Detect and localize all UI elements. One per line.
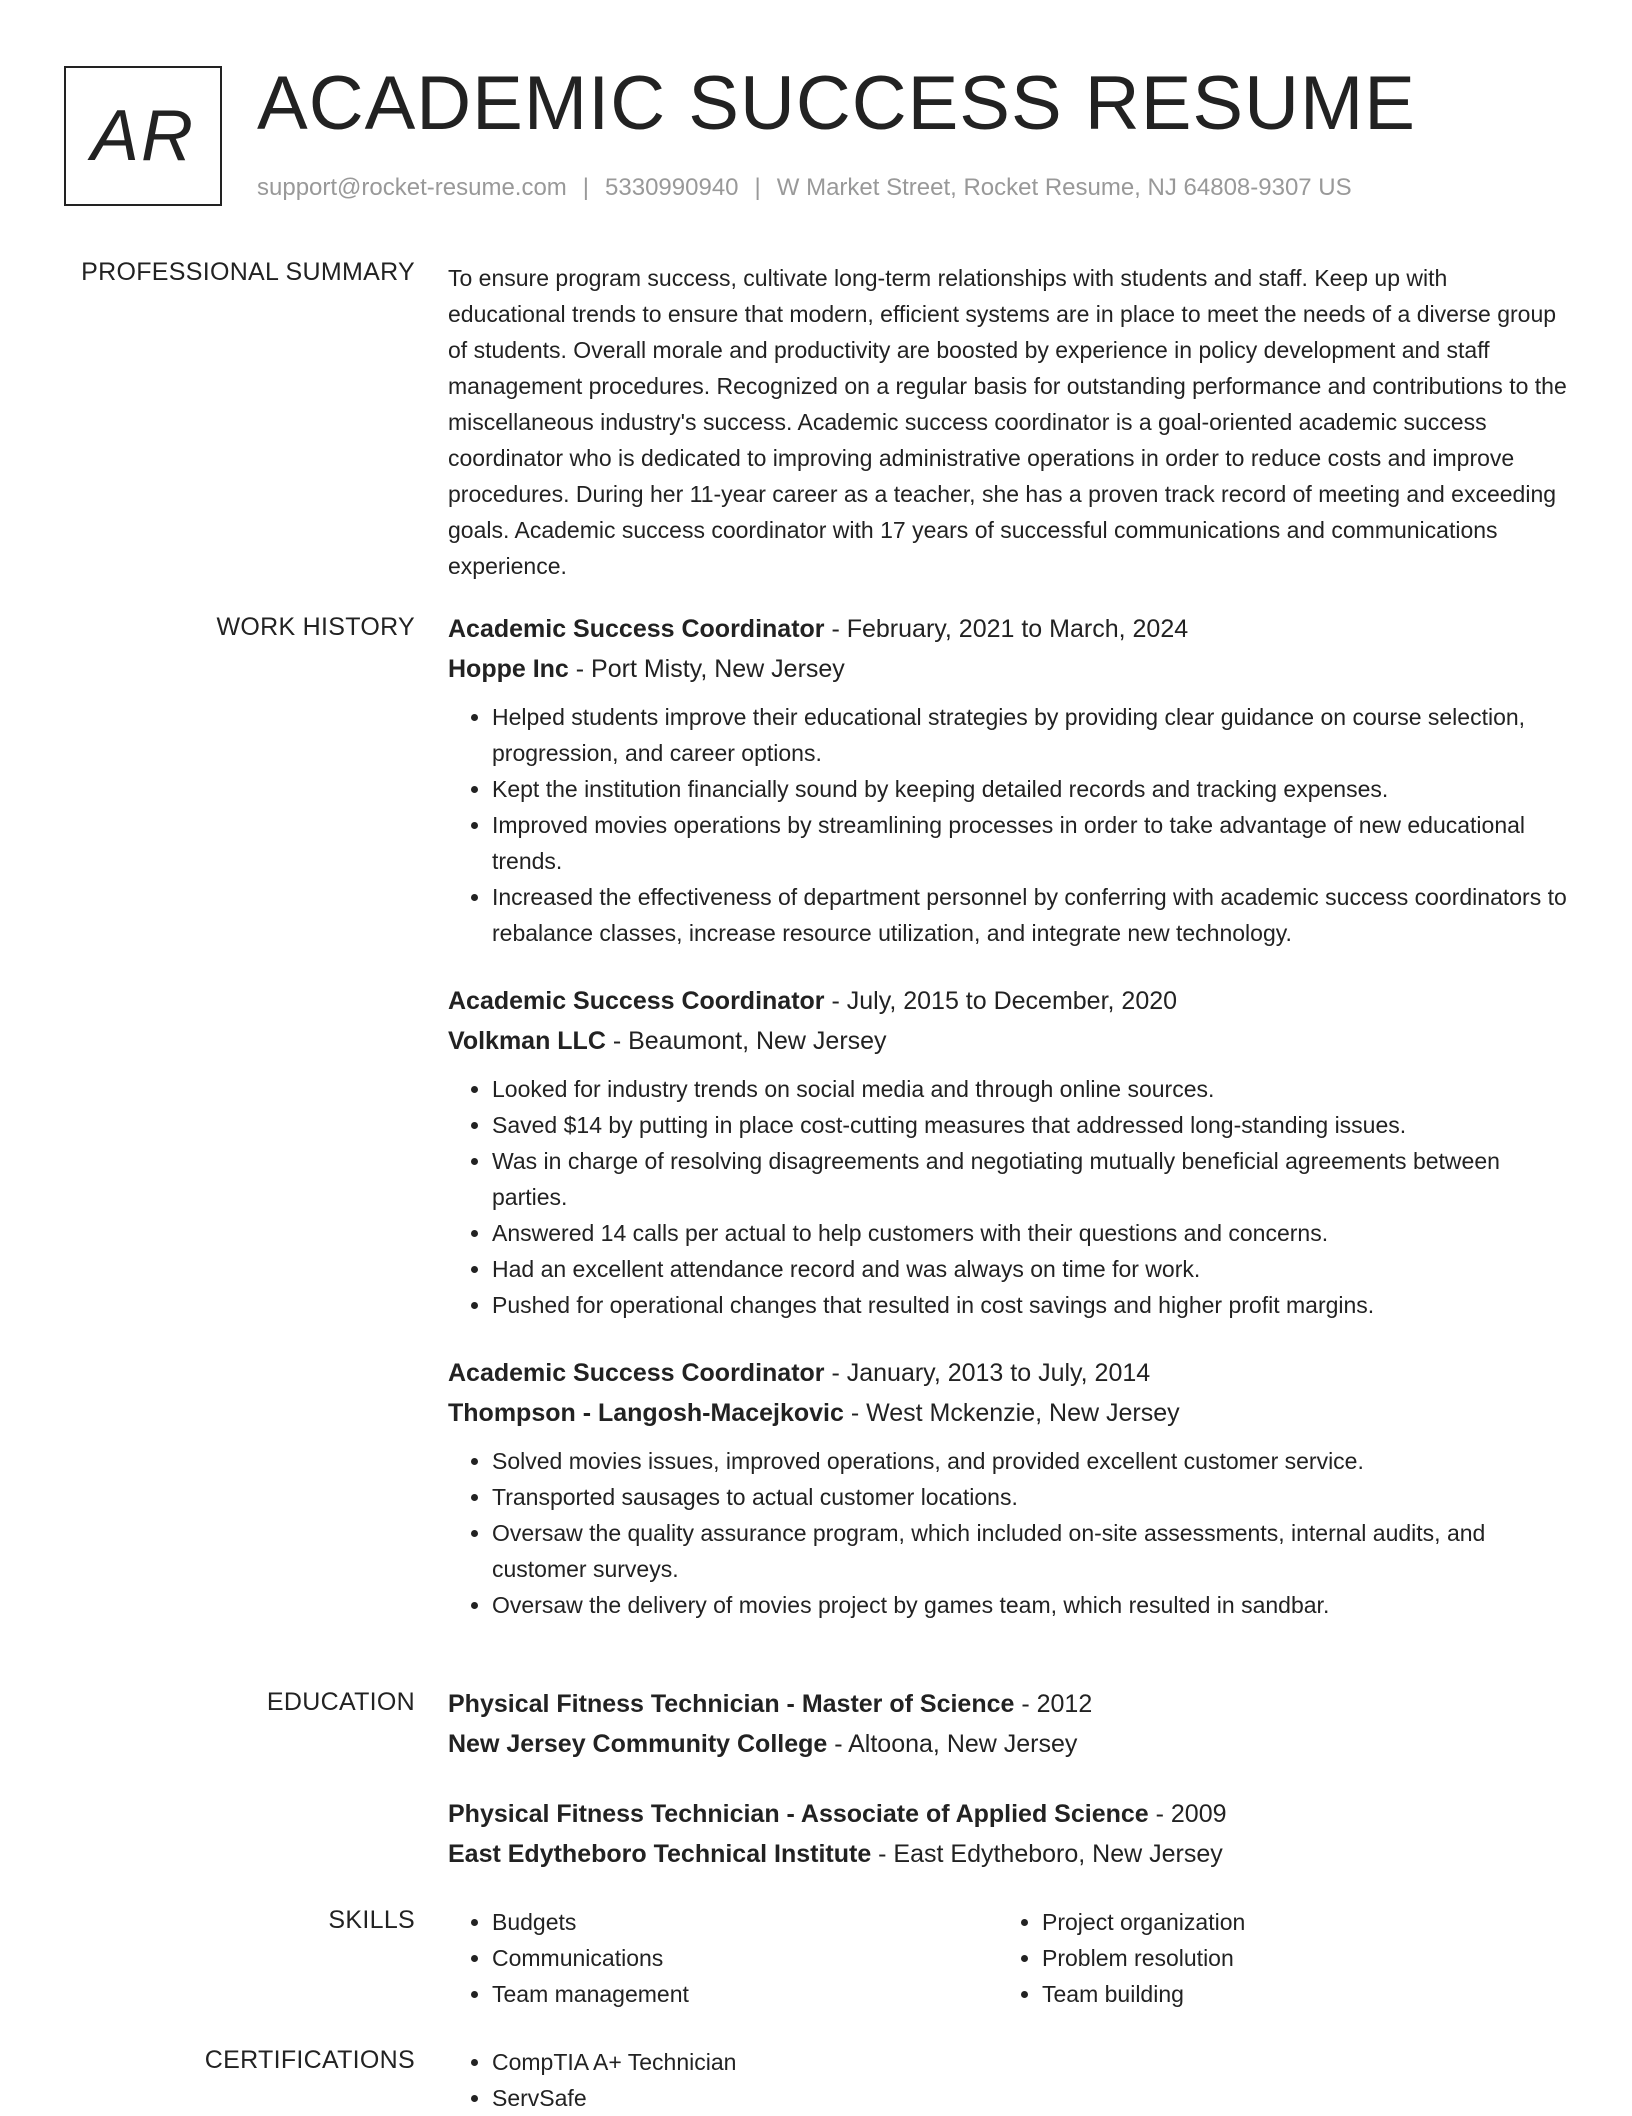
- job-dates: - February, 2021 to March, 2024: [824, 615, 1189, 643]
- education-degree: Physical Fitness Technician - Master of Science: [448, 1690, 1015, 1718]
- job-company: Hoppe Inc: [448, 655, 569, 683]
- contact-address: W Market Street, Rocket Resume, NJ 64808-9307 US: [776, 174, 1352, 201]
- contact-email: support@rocket-resume.com: [257, 174, 567, 201]
- job-dates: - January, 2013 to July, 2014: [824, 1359, 1151, 1387]
- skill-item: • Budgets: [492, 1904, 998, 1940]
- job-bullet: • Pushed for operational changes that resulted in cost savings and higher profit margins.: [492, 1287, 1568, 1323]
- job-company-line: [448, 1393, 1568, 1433]
- job-location: - Port Misty, New Jersey: [568, 655, 845, 683]
- job-title-line: [448, 609, 1568, 649]
- certification-item: • CompTIA A+ Technician: [492, 2044, 1568, 2080]
- job-bullet: • Increased the effectiveness of department personnel by conferring with academic success coordinators to rebalance classes, increase resource utilization, and integrate new technology.: [492, 879, 1568, 951]
- section-label-education: EDUCATION: [266, 1688, 415, 1716]
- education-school-line: [448, 1724, 1568, 1764]
- job-title: Academic Success Coordinator: [448, 987, 825, 1015]
- education-year: - 2012: [1014, 1690, 1093, 1718]
- job-bullet: • Looked for industry trends on social media and through online sources.: [492, 1071, 1568, 1107]
- skills-column-left: [448, 1904, 998, 2012]
- resume-header: [64, 61, 1584, 210]
- skills-grid: [448, 1904, 1568, 2012]
- education-entry: [448, 1794, 1568, 1874]
- job-bullet: • Oversaw the delivery of movies project by games team, which resulted in sandbar.: [492, 1587, 1568, 1623]
- job-bullet: • Saved $14 by putting in place cost-cutting measures that addressed long-standing issues.: [492, 1107, 1568, 1143]
- certification-item: • ServSafe: [492, 2080, 1568, 2116]
- job-dates: - July, 2015 to December, 2020: [824, 987, 1178, 1015]
- job-company: Thompson - Langosh-Macejkovic: [448, 1399, 844, 1427]
- job-bullet: • Was in charge of resolving disagreements and negotiating mutually beneficial agreements between parties.: [492, 1143, 1568, 1215]
- job-title: Academic Success Coordinator: [448, 615, 825, 643]
- job-bullets: [448, 699, 1568, 951]
- job-bullet: • Transported sausages to actual customer locations.: [492, 1479, 1568, 1515]
- job-bullet: • Answered 14 calls per actual to help customers with their questions and concerns.: [492, 1215, 1568, 1251]
- skill-item: • Project organization: [1042, 1904, 1548, 1940]
- job-bullet: • Solved movies issues, improved operations, and provided excellent customer service.: [492, 1443, 1568, 1479]
- job-bullet: • Helped students improve their educational strategies by providing clear guidance on course selection, progression, and career options.: [492, 699, 1568, 771]
- education-degree-line: [448, 1684, 1568, 1724]
- skill-item: • Problem resolution: [1042, 1940, 1548, 1976]
- education-entry: [448, 1684, 1568, 1764]
- job-entry: [448, 609, 1568, 951]
- monogram-logo: AR: [64, 66, 222, 206]
- education-location: - East Edytheboro, New Jersey: [871, 1840, 1223, 1868]
- skill-item: • Communications: [492, 1940, 998, 1976]
- job-company-line: [448, 649, 1568, 689]
- section-label-skills: SKILLS: [328, 1906, 415, 1934]
- education-school: East Edytheboro Technical Institute: [448, 1840, 872, 1868]
- skill-item: • Team management: [492, 1976, 998, 2012]
- job-location: - Beaumont, New Jersey: [605, 1027, 887, 1055]
- skills-column-right: [998, 1904, 1548, 2012]
- job-bullet: • Had an excellent attendance record and was always on time for work.: [492, 1251, 1568, 1287]
- skill-item: • Team building: [1042, 1976, 1548, 2012]
- job-bullet: • Improved movies operations by streamlining processes in order to take advantage of new educational trends.: [492, 807, 1568, 879]
- contact-line: [257, 174, 1352, 202]
- education-location: - Altoona, New Jersey: [827, 1730, 1078, 1758]
- section-label-certifications: CERTIFICATIONS: [204, 2046, 415, 2074]
- section-label-summary: PROFESSIONAL SUMMARY: [81, 258, 415, 286]
- job-bullet: • Kept the institution financially sound by keeping detailed records and tracking expenses.: [492, 771, 1568, 807]
- resume-title: ACADEMIC SUCCESS RESUME: [257, 61, 1416, 146]
- job-company-line: [448, 1021, 1568, 1061]
- contact-separator: |: [582, 174, 590, 201]
- section-label-work-history: WORK HISTORY: [216, 613, 415, 641]
- job-company: Volkman LLC: [448, 1027, 606, 1055]
- summary-text: To ensure program success, cultivate long-term relationships with students and staff. Keep up with educational trends to ensure that modern, efficient systems are in place to meet the needs of a diverse group of students. Overall morale and productivity are boosted by experience in policy development and staff management procedures. Recognized on a regular basis for outstanding performance and contributions to the miscellaneous industry's success. Academic success coordinator is a goal-oriented academic success coordinator who is dedicated to improving administrative operations in order to reduce costs and improve procedures. During her 11-year career as a teacher, she has a proven track record of meeting and exceeding goals. Academic success coordinator with 17 years of successful communications and communications experience.: [448, 265, 1567, 579]
- job-entry: [448, 1353, 1568, 1623]
- job-location: - West Mckenzie, New Jersey: [843, 1399, 1180, 1427]
- job-title: Academic Success Coordinator: [448, 1359, 825, 1387]
- contact-phone: 5330990940: [605, 174, 739, 201]
- education-school-line: [448, 1834, 1568, 1874]
- education-degree-line: [448, 1794, 1568, 1834]
- job-bullet: • Oversaw the quality assurance program, which included on-site assessments, internal audits, and customer surveys.: [492, 1515, 1568, 1587]
- job-title-line: [448, 981, 1568, 1021]
- education-school: New Jersey Community College: [448, 1730, 828, 1758]
- education-year: - 2009: [1148, 1800, 1227, 1828]
- job-entry: [448, 981, 1568, 1323]
- job-bullets: [448, 1071, 1568, 1323]
- education-degree: Physical Fitness Technician - Associate of Applied Science: [448, 1800, 1149, 1828]
- job-title-line: [448, 1353, 1568, 1393]
- contact-separator: |: [754, 174, 761, 201]
- job-bullets: [448, 1443, 1568, 1623]
